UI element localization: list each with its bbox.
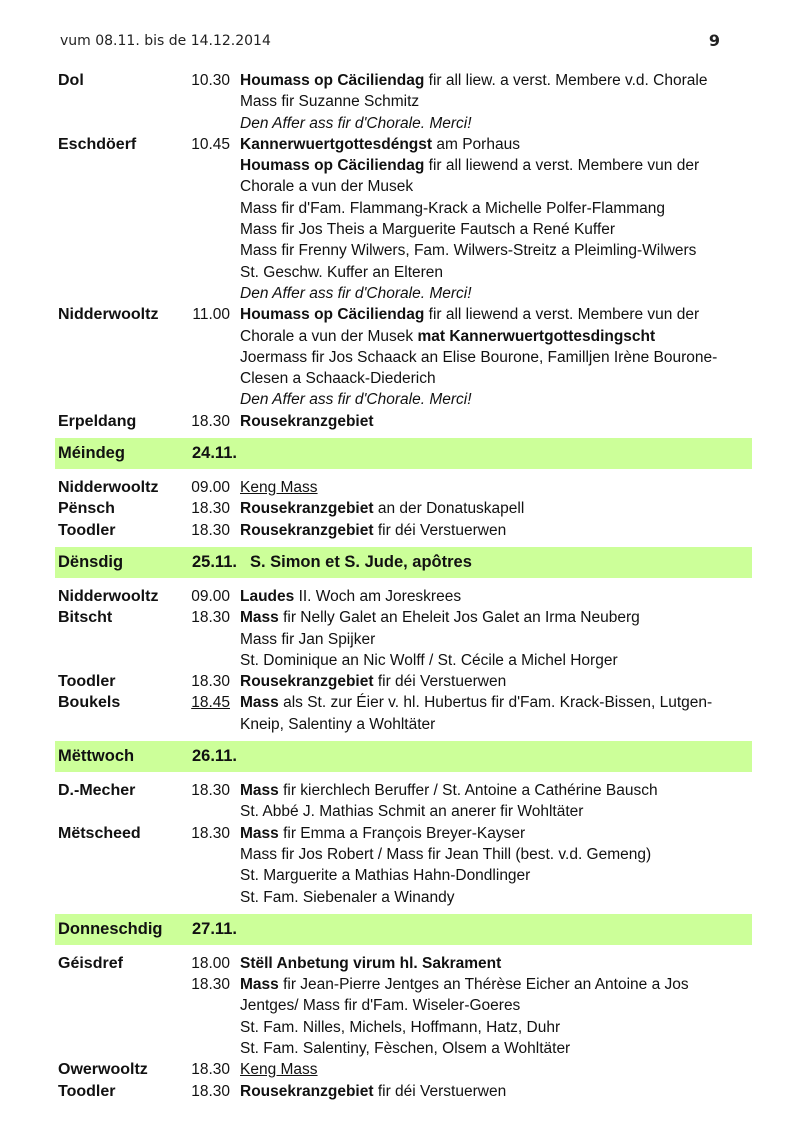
service-description — [240, 304, 752, 410]
service-description — [240, 70, 752, 134]
service-time: 09.00 — [191, 479, 230, 497]
schedule-entry — [55, 520, 752, 541]
text-segment: Houmass op Cäciliendag — [240, 306, 425, 324]
description-line — [240, 240, 752, 261]
text-segment: fir kierchlech Beruffer / St. Antoine a Cathérine Bausch — [278, 782, 658, 800]
service-description — [240, 498, 752, 519]
service-description — [240, 780, 752, 823]
text-segment: Den Affer ass fir d'Chorale. Merci! — [240, 391, 472, 409]
description-line — [240, 368, 752, 389]
schedule-entry — [55, 1059, 752, 1080]
service-description — [240, 1059, 752, 1080]
description-line — [240, 91, 752, 112]
day-name: Dënsdig — [58, 552, 124, 571]
text-segment: Mass — [240, 976, 279, 994]
description-line — [240, 283, 752, 304]
schedule-entry — [55, 823, 752, 908]
text-segment: Mass fir Jos Theis a Marguerite Fautsch a René Kuffer — [240, 221, 616, 239]
day-date: 26.11. — [192, 746, 237, 765]
text-segment: Keng Mass — [240, 479, 318, 497]
service-time: 18.30 — [191, 673, 230, 691]
service-description — [240, 823, 752, 908]
day-name: Mëttwoch — [58, 746, 135, 765]
description-line — [240, 1081, 752, 1102]
text-segment: St. Dominique an Nic Wolff / St. Cécile a Michel Horger — [240, 651, 618, 669]
text-segment: Mass fir Suzanne Schmitz — [240, 93, 420, 111]
service-description — [240, 134, 752, 304]
place-name: Nidderwooltz — [58, 479, 159, 497]
header-date-range: vum 08.11. bis de 14.12.2014 — [60, 33, 271, 49]
text-segment: Chorale a vun der Musek — [240, 327, 418, 345]
place-name: Toodler — [58, 521, 116, 539]
day-date: 24.11. — [192, 443, 237, 462]
place-name: Géisdref — [58, 954, 123, 972]
text-segment: Mass — [240, 824, 279, 842]
description-line — [240, 347, 752, 368]
page-number: 9 — [708, 31, 720, 50]
day-name: Donneschdig — [58, 919, 163, 938]
text-segment: Mass fir d'Fam. Flammang-Krack a Michelle Polfer-Flammang — [240, 199, 666, 217]
text-segment: Houmass op Cäciliendag — [240, 72, 425, 89]
description-line — [240, 1038, 752, 1059]
description-line — [240, 953, 752, 974]
place-name: Toodler — [58, 673, 116, 691]
service-time: 18.30 — [191, 609, 230, 627]
service-time: 18.30 — [191, 782, 230, 800]
description-line — [240, 113, 752, 134]
text-segment: fir déi Verstuerwen — [373, 1082, 507, 1100]
schedule-entry — [55, 1081, 752, 1102]
day-date: 27.11. — [192, 919, 237, 938]
text-segment: Rousekranzgebiet — [240, 1082, 374, 1100]
description-line — [240, 629, 752, 650]
description-line — [240, 134, 752, 155]
text-segment: Mass fir Frenny Wilwers, Fam. Wilwers-Streitz a Pleimling-Wilwers — [240, 242, 697, 260]
service-description — [240, 477, 752, 498]
service-time: 18.45 — [191, 694, 230, 712]
text-segment: St. Fam. Nilles, Michels, Hoffmann, Hatz, Duhr — [240, 1018, 561, 1036]
text-segment: fir all liew. a verst. Membere v.d. Chorale — [424, 72, 708, 89]
text-segment: Mass fir Jos Robert / Mass fir Jean Thill (best. v.d. Gemeng) — [240, 845, 652, 863]
text-segment: II. Woch am Joreskrees — [294, 587, 462, 605]
text-segment: mat Kannerwuertgottesdingscht — [417, 327, 656, 345]
feast-title: S. Simon et S. Jude, apôtres — [250, 552, 472, 571]
text-segment: Mass — [240, 694, 279, 712]
text-segment: St. Geschw. Kuffer an Elteren — [240, 263, 444, 281]
schedule-entry — [55, 498, 752, 519]
day-header-bar — [55, 914, 752, 945]
schedule-entry — [55, 304, 752, 410]
service-description — [240, 671, 752, 692]
description-line — [240, 607, 752, 628]
place-name: Mëtscheed — [58, 824, 141, 842]
text-segment: Joermass fir Jos Schaack an Elise Bourone, Familljen Irène Bourone- — [240, 348, 718, 366]
service-description — [240, 1081, 752, 1102]
description-line — [240, 844, 752, 865]
page-header — [60, 33, 720, 55]
text-segment: fir Emma a François Breyer-Kayser — [278, 824, 526, 842]
service-time: 18.30 — [191, 500, 230, 518]
description-line — [240, 262, 752, 283]
text-segment: St. Marguerite a Mathias Hahn-Dondlinger — [240, 867, 531, 885]
description-line — [240, 671, 752, 692]
description-line — [240, 692, 752, 713]
text-segment: Stëll Anbetung virum hl. Sakrament — [240, 954, 502, 972]
text-segment: fir déi Verstuerwen — [373, 673, 507, 691]
place-name: Boukels — [58, 694, 121, 712]
description-line — [240, 1059, 752, 1080]
schedule-entry — [55, 780, 752, 823]
service-description — [240, 692, 752, 735]
text-segment: am Porhaus — [432, 135, 520, 153]
description-line — [240, 887, 752, 908]
description-line — [240, 714, 752, 735]
service-time: 11.00 — [192, 306, 230, 324]
day-header-bar — [55, 438, 752, 469]
service-time: 18.30 — [191, 1061, 230, 1079]
text-segment: St. Fam. Siebenaler a Winandy — [240, 888, 455, 906]
description-line — [240, 198, 752, 219]
description-line — [240, 70, 752, 91]
service-time: 18.00 — [191, 954, 230, 972]
schedule-entry — [55, 411, 752, 432]
text-segment: Den Affer ass fir d'Chorale. Merci! — [240, 114, 472, 132]
place-name: D.-Mecher — [58, 782, 136, 800]
schedule-entry — [55, 477, 752, 498]
description-line — [240, 477, 752, 498]
text-segment: Mass — [240, 782, 279, 800]
text-segment: Rousekranzgebiet — [240, 412, 374, 430]
service-time: 10.45 — [191, 135, 230, 153]
day-header-bar — [55, 547, 752, 578]
description-line — [240, 780, 752, 801]
description-line — [240, 650, 752, 671]
text-segment: Jentges/ Mass fir d'Fam. Wiseler-Goeres — [240, 997, 521, 1015]
description-line — [240, 176, 752, 197]
text-segment: Keng Mass — [240, 1061, 318, 1079]
description-line — [240, 389, 752, 410]
description-line — [240, 304, 752, 325]
service-time: 09.00 — [191, 587, 230, 605]
service-description — [240, 953, 752, 974]
place-name: Eschdöerf — [58, 135, 137, 153]
schedule-entry — [55, 134, 752, 304]
description-line — [240, 498, 752, 519]
service-description — [240, 974, 752, 1059]
schedule-list — [55, 70, 752, 1102]
text-segment: Laudes — [240, 587, 295, 605]
place-name: Owerwooltz — [58, 1061, 148, 1079]
text-segment: Kneip, Salentiny a Wohltäter — [240, 715, 436, 733]
text-segment: fir Nelly Galet an Eheleit Jos Galet an Irma Neuberg — [278, 609, 640, 627]
day-date: 25.11. — [192, 552, 237, 571]
text-segment: fir Jean-Pierre Jentges an Thérèse Eicher an Antoine a Jos — [278, 976, 689, 994]
text-segment: fir all liewend a verst. Membere vun der — [424, 306, 700, 324]
text-segment: Chorale a vun der Musek — [240, 178, 414, 196]
schedule-entry — [55, 953, 752, 974]
description-line — [240, 865, 752, 886]
description-line — [240, 411, 752, 432]
service-time: 18.30 — [191, 824, 230, 842]
text-segment: Clesen a Schaack-Diederich — [240, 370, 436, 388]
place-name — [55, 974, 190, 1059]
place-name: Pënsch — [58, 500, 115, 518]
service-description — [240, 411, 752, 432]
description-line — [240, 155, 752, 176]
place-name: Nidderwooltz — [58, 306, 159, 324]
schedule-entry — [55, 692, 752, 735]
service-description — [240, 586, 752, 607]
schedule-entry — [55, 70, 752, 134]
description-line — [240, 326, 752, 347]
day-header-bar — [55, 741, 752, 772]
schedule-entry — [55, 974, 752, 1059]
description-line — [240, 801, 752, 822]
place-name: Toodler — [58, 1082, 116, 1100]
service-time: 10.30 — [191, 72, 230, 89]
service-description — [240, 520, 752, 541]
description-line — [240, 219, 752, 240]
description-line — [240, 995, 752, 1016]
description-line — [240, 520, 752, 541]
text-segment: St. Fam. Salentiny, Fèschen, Olsem a Wohltäter — [240, 1039, 571, 1057]
text-segment: Mass fir Jan Spijker — [240, 630, 376, 648]
text-segment: Rousekranzgebiet — [240, 500, 374, 518]
service-time: 18.30 — [191, 976, 230, 994]
text-segment: fir all liewend a verst. Membere vun der — [424, 157, 700, 175]
text-segment: Houmass op Cäciliendag — [240, 157, 425, 175]
text-segment: Mass — [240, 609, 279, 627]
service-description — [240, 607, 752, 671]
description-line — [240, 974, 752, 995]
text-segment: Kannerwuertgottesdéngst — [240, 135, 433, 153]
service-time: 18.30 — [191, 1082, 230, 1100]
schedule-entry — [55, 586, 752, 607]
description-line — [240, 1017, 752, 1038]
text-segment: fir déi Verstuerwen — [373, 521, 507, 539]
place-name: Nidderwooltz — [58, 587, 159, 605]
text-segment: Rousekranzgebiet — [240, 521, 374, 539]
schedule-entry — [55, 607, 752, 671]
place-name: Bitscht — [58, 609, 113, 627]
place-name: Dol — [58, 72, 84, 89]
text-segment: St. Abbé J. Mathias Schmit an anerer fir Wohltäter — [240, 803, 584, 821]
service-time: 18.30 — [191, 412, 230, 430]
service-time: 18.30 — [191, 521, 230, 539]
text-segment: Den Affer ass fir d'Chorale. Merci! — [240, 284, 472, 302]
text-segment: an der Donatuskapell — [373, 500, 525, 518]
text-segment: als St. zur Éier v. hl. Hubertus fir d'Fam. Krack-Bissen, Lutgen- — [278, 694, 713, 712]
description-line — [240, 823, 752, 844]
place-name: Erpeldang — [58, 412, 137, 430]
day-name: Méindeg — [58, 443, 125, 462]
text-segment: Rousekranzgebiet — [240, 673, 374, 691]
description-line — [240, 586, 752, 607]
schedule-entry — [55, 671, 752, 692]
